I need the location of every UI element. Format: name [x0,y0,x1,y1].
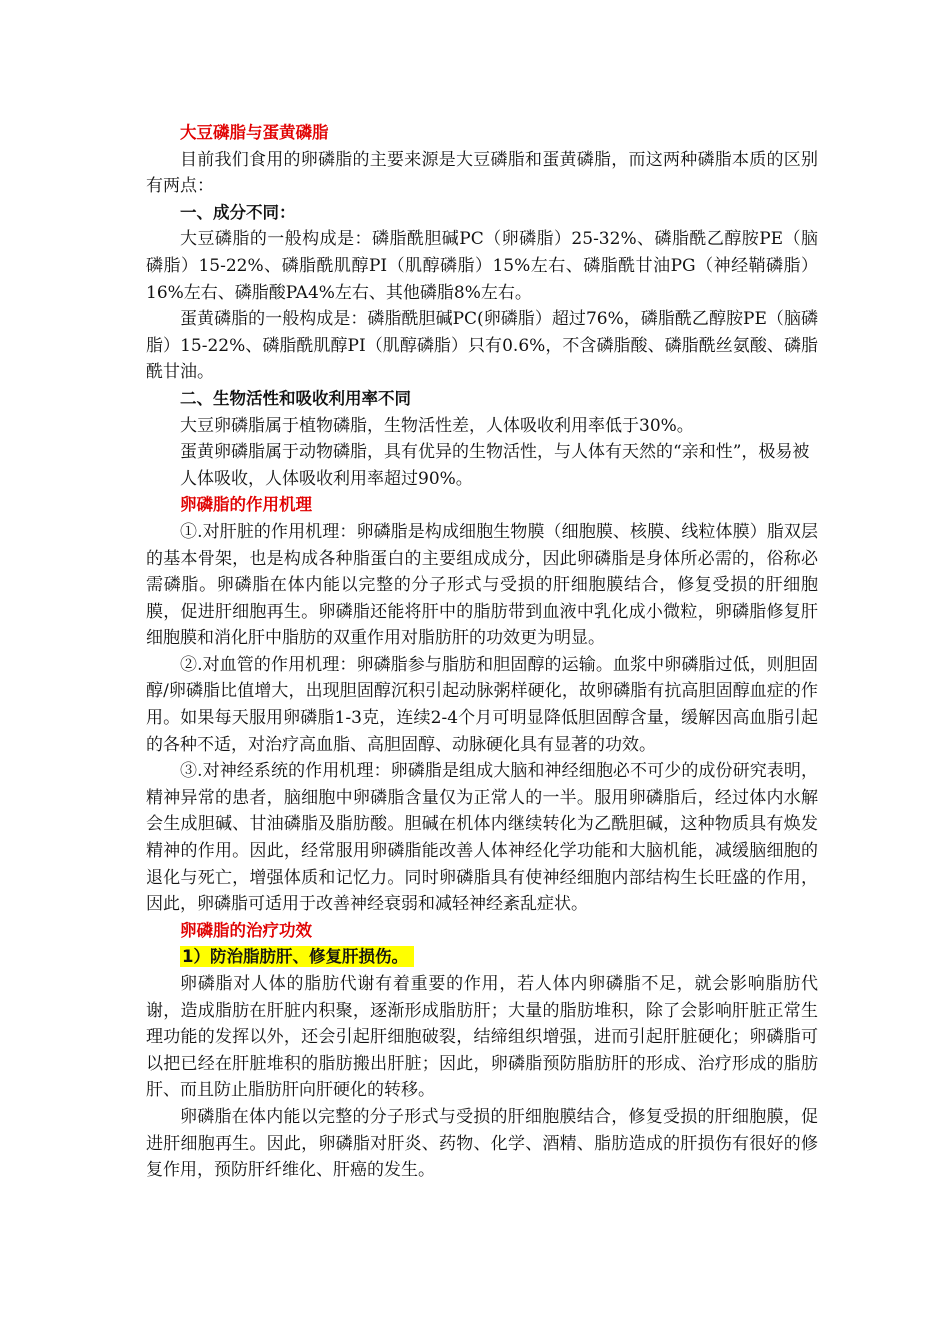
document-page [146,120,818,1184]
therapy-paragraph-1: 卵磷脂对人体的脂肪代谢有着重要的作用，若人体内卵磷脂不足，就会影响脂肪代谢，造成脂肪在肝脏内积聚，逐渐形成脂肪肝；大量的脂肪堆积，除了会影响肝脏正常生理功能的发挥以外，还会引起肝细胞破裂，结缔组织增强，进而引起肝脏硬化；卵磷脂可以把已经在肝脏堆积的脂肪搬出肝脏；因此，卵磷脂预防脂肪肝的形成、治疗形成的脂肪肝、而且防止脂肪肝向肝硬化的转移。 [146,974,818,1101]
therapy-paragraph-2: 卵磷脂在体内能以完整的分子形式与受损的肝细胞膜结合，修复受损的肝细胞膜，促进肝细胞再生。因此，卵磷脂对肝炎、药物、化学、酒精、脂肪造成的肝损伤有很好的修复作用，预防肝纤维化、肝癌的发生。 [146,1106,818,1181]
mechanism-heading: 卵磷脂的作用机理 [180,495,312,515]
therapy-heading: 卵磷脂的治疗功效 [180,920,312,940]
mechanism-paragraph-1: ①.对肝脏的作用机理：卵磷脂是构成细胞生物膜（细胞膜、核膜、线粒体膜）脂双层的基本骨架，也是构成各种脂蛋白的主要组成成分，因此卵磷脂是身体所必需的，俗称必需磷脂。卵磷脂在体内能以完整的分子形式与受损的肝细胞膜结合，修复受损的肝细胞膜，促进肝细胞再生。卵磷脂还能将肝中的脂肪带到血液中乳化成小微粒，卵磷脂修复肝细胞膜和消化肝中脂肪的双重作用对脂肪肝的功效更为明显。 [146,521,818,649]
mechanism-paragraph-3: ③.对神经系统的作用机理：卵磷脂是组成大脑和神经细胞必不可少的成份研究表明，精神异常的患者，脑细胞中卵磷脂含量仅为正常人的一半。服用卵磷脂后，经过体内水解会生成胆碱、甘油磷脂及脂肪酸。胆碱在机体内继续转化为乙酰胆碱，这种物质具有焕发精神的作用。因此，经常服用卵磷脂能改善人体神经化学功能和大脑机能，减缓脑细胞的退化与死亡，增强体质和记忆力。同时卵磷脂具有使神经细胞内部结构生长旺盛的作用，因此，卵磷脂可适用于改善神经衰弱和减轻神经紊乱症状。 [146,761,818,915]
therapy-subheading-1: 1）防治脂肪肝、修复肝损伤。 [180,946,414,967]
section1-paragraph-2: 蛋黄磷脂的一般构成是：磷脂酰胆碱PC(卵磷脂）超过76%，磷脂酰乙醇胺PE（脑磷脂）15-22%、磷脂酰肌醇PI（肌醇磷脂）只有0.6%，不含磷脂酸、磷脂酰丝氨酸、磷脂酰甘油。 [146,309,818,383]
document-title: 大豆磷脂与蛋黄磷脂 [180,123,329,142]
therapy-subheading-wrap [146,944,818,971]
intro-paragraph: 目前我们食用的卵磷脂的主要来源是大豆磷脂和蛋黄磷脂，而这两种磷脂本质的区别有两点： [146,149,818,197]
section2-paragraph-1: 大豆卵磷脂属于植物磷脂，生物活性差，人体吸收利用率低于30%。 [180,415,694,436]
section1-paragraph-1: 大豆磷脂的一般构成是：磷脂酰胆碱PC（卵磷脂）25-32%、磷脂酰乙醇胺PE（脑磷脂）15-22%、磷脂酰肌醇PI（肌醇磷脂）15%左右、磷脂酰甘油PG（神经鞘磷脂）16%左右、磷脂酸PA4%左右、其他磷脂8%左右。 [146,229,818,303]
mechanism-paragraph-2: ②.对血管的作用机理：卵磷脂参与脂肪和胆固醇的运输。血浆中卵磷脂过低，则胆固醇/卵磷脂比值增大，出现胆固醇沉积引起动脉粥样硬化，故卵磷脂有抗高胆固醇血症的作用。如果每天服用卵磷脂1-3克，连续2-4个月可明显降低胆固醇含量，缓解因高血脂引起的各种不适，对治疗高血脂、高胆固醇、动脉硬化具有显著的功效。 [146,654,818,755]
section2-paragraph-3: 人体吸收，人体吸收利用率超过90%。 [180,468,473,489]
section1-heading: 一、成分不同： [180,202,296,222]
section2-heading: 二、生物活性和吸收利用率不同 [180,388,411,408]
section2-paragraph-2: 蛋黄卵磷脂属于动物磷脂，具有优异的生物活性，与人体有天然的“亲和性”，极易被 [180,442,810,463]
